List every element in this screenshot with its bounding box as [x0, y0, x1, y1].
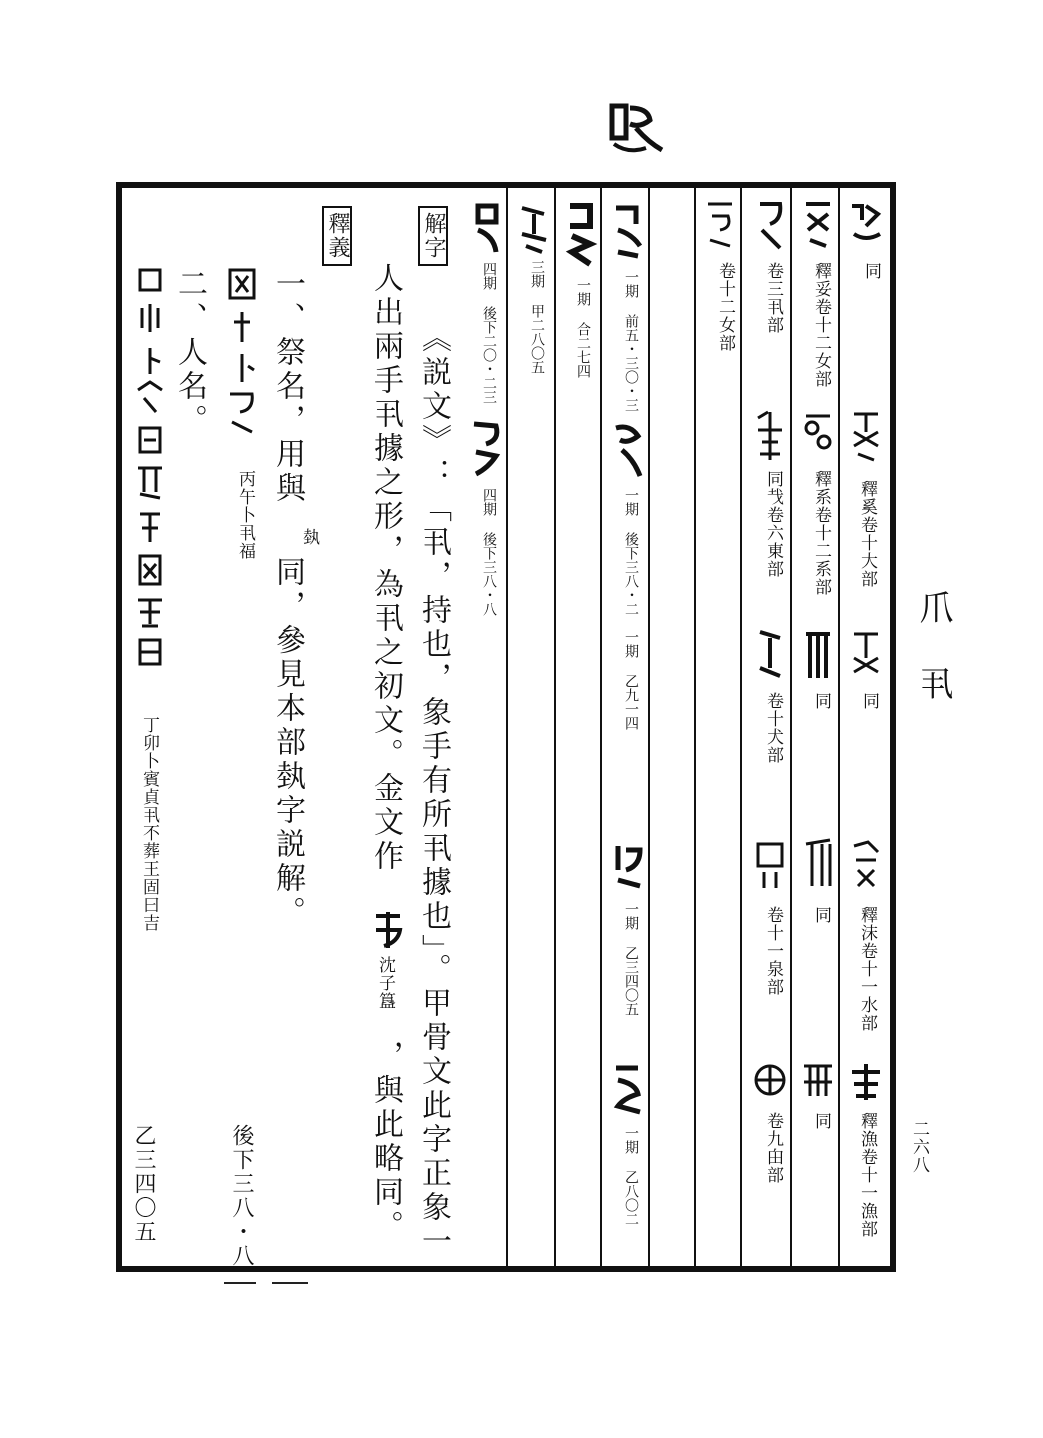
column-label: 一期 乙三四〇五: [623, 902, 639, 1016]
oracle-bone-glyph-icon: [800, 628, 836, 684]
column-label: 卷十一泉部: [763, 906, 783, 996]
example-1-source: 後下三八・八: [229, 1124, 254, 1268]
oracle-bone-glyph-icon: [848, 1060, 884, 1104]
oracle-inscription-icon: [222, 262, 262, 442]
column-rule: [694, 182, 696, 1272]
oracle-bone-glyph-icon: [752, 196, 788, 252]
oracle-bone-glyph-icon: [800, 412, 836, 460]
oracle-bone-glyph-icon: [468, 200, 504, 256]
column-rule: [648, 182, 650, 1272]
jiezi-source: 沈子簋: [375, 956, 395, 1010]
column-rule: [554, 182, 556, 1272]
oracle-bone-glyph-icon: [848, 628, 884, 684]
section-title: 爪 丮: [913, 590, 953, 704]
column-rule: [600, 182, 602, 1272]
shiyi-label: 釋義: [322, 206, 352, 266]
column-label: 一期 乙九一四: [623, 630, 639, 730]
column-label: 同: [811, 692, 831, 710]
scan-mark: [272, 1282, 308, 1284]
column-label: 卷九甶部: [763, 1112, 783, 1184]
shiyi-note: 埶: [299, 528, 319, 546]
oracle-bone-glyph-icon: [702, 196, 738, 252]
column-label: 同𢦏卷六東部: [763, 470, 783, 578]
column-label: 同: [811, 1112, 831, 1130]
column-label: 卷十犬部: [763, 692, 783, 764]
column-label: 四期 後下二〇・二三: [481, 262, 497, 404]
oracle-bone-glyph-icon: [610, 420, 646, 480]
oracle-bone-glyph-header-icon: [600, 98, 670, 164]
oracle-bone-glyph-icon: [610, 1060, 646, 1116]
jiezi-line-2-end: ，與此略同。: [368, 1040, 403, 1244]
column-label: 釋沫卷十一水部: [857, 906, 877, 1032]
example-2-source: 乙三四〇五: [131, 1124, 156, 1244]
page-number: 二六八: [909, 1120, 929, 1174]
oracle-bone-glyph-icon: [800, 1056, 836, 1104]
jiezi-line-1: 《説文》：「丮，持也，象手有所丮據也」。甲骨文此字正象一: [416, 322, 451, 1259]
jiezi-line-2: 人出兩手丮據之形，為丮之初文。金文作: [368, 262, 403, 874]
column-label: 三期 甲二八〇五: [529, 260, 545, 374]
column-rule: [740, 182, 742, 1272]
column-rule: [838, 182, 840, 1272]
column-label: 釋奚卷十大部: [857, 480, 877, 588]
scan-mark: [224, 1282, 256, 1284]
oracle-bone-glyph-icon: [800, 196, 836, 252]
oracle-bone-glyph-icon: [562, 200, 598, 272]
column-label: 一期 乙八〇二: [623, 1126, 639, 1226]
column-label: 四期 後下三八・八: [481, 488, 497, 616]
shiyi-line-1a: 一、祭名，用與: [270, 268, 305, 506]
column-label: 釋漁卷十一漁部: [857, 1112, 877, 1238]
column-label: 卷三丮部: [763, 262, 783, 334]
oracle-bone-glyph-icon: [610, 840, 646, 892]
jiezi-label: 解字: [418, 206, 448, 266]
column-label: 卷十二女部: [715, 262, 735, 352]
column-rule: [506, 182, 508, 1272]
column-label: 一期 前五・三〇・三: [623, 270, 639, 412]
column-label: 釋系卷十二系部: [811, 470, 831, 596]
oracle-bone-glyph-icon: [752, 1058, 788, 1102]
oracle-bone-glyph-icon: [466, 416, 506, 480]
oracle-bone-glyph-icon: [848, 836, 884, 892]
oracle-bone-glyph-icon: [800, 836, 836, 892]
example-2-oracle-text: 丁卯卜賓貞丮不葬王固曰吉: [139, 716, 159, 932]
oracle-bone-glyph-icon: [752, 408, 788, 464]
oracle-bone-glyph-icon: [516, 200, 552, 256]
column-label: 同: [811, 906, 831, 924]
oracle-bone-glyph-icon: [848, 408, 884, 464]
oracle-bone-glyph-icon: [752, 624, 788, 680]
column-label: 釋妥卷十二女部: [811, 262, 831, 388]
column-label: 一期 後下三八・二: [623, 488, 639, 616]
shiyi-line-1b: 同，參見本部埶字説解。: [270, 556, 305, 930]
column-rule: [790, 182, 792, 1272]
column-label: 同: [859, 692, 879, 710]
bronze-glyph-icon: [370, 908, 406, 952]
column-label: 一期 合二七四: [575, 278, 591, 378]
oracle-bone-glyph-icon: [848, 200, 884, 244]
example-1-oracle-text: 丙午卜丮福: [235, 470, 255, 560]
oracle-bone-glyph-icon: [610, 200, 646, 260]
oracle-bone-glyph-icon: [752, 836, 788, 892]
column-label: 同: [861, 262, 881, 280]
oracle-inscription-icon: [130, 262, 170, 682]
shiyi-line-2: 二、人名。: [172, 268, 207, 438]
